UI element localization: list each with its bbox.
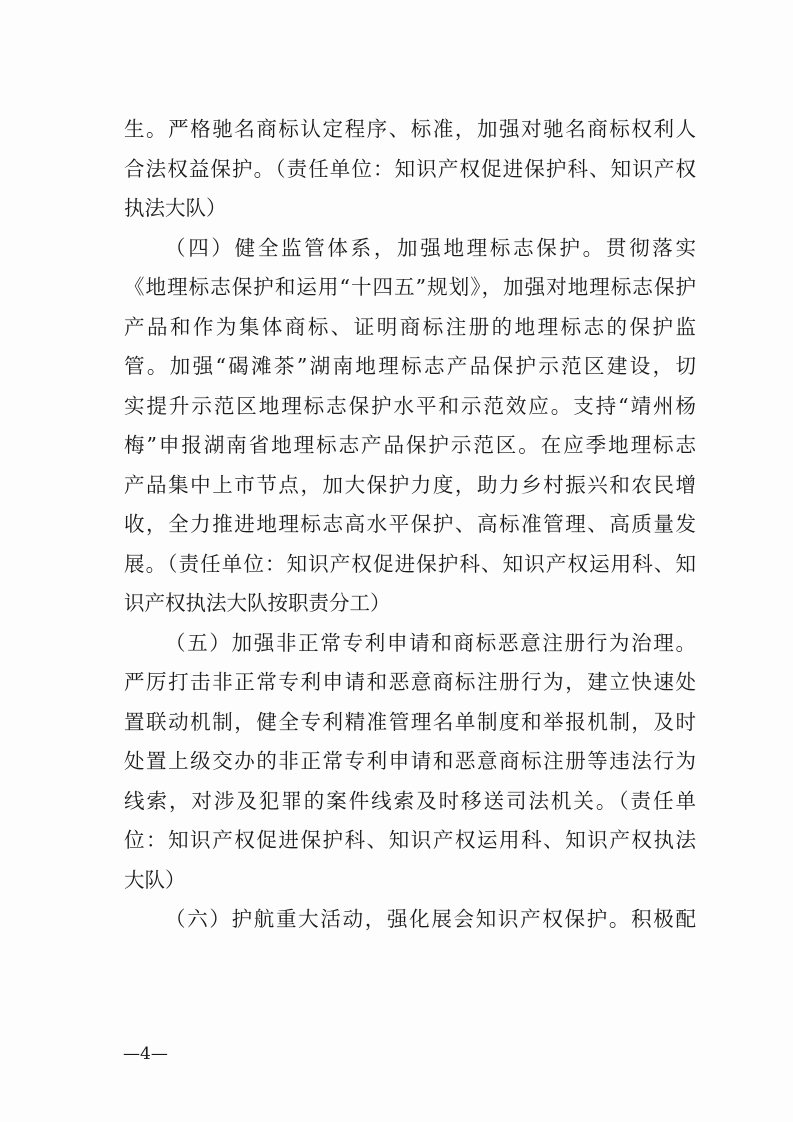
text-line: 生。严格驰名商标认定程序、标准，加强对驰名商标权利人 [124,117,696,141]
text-line: 产品和作为集体商标、证明商标注册的地理标志的保护监 [124,314,696,339]
text-line: 严厉打击非正常专利申请和恶意商标注册行为，建立快速处 [124,670,696,694]
text-line: 执法大队） [124,196,227,220]
text-line: 处置上级交办的非正常专利申请和恶意商标注册等违法行为 [124,749,696,773]
text-line: 大队） [124,867,186,892]
text-line: 实提升示范区地理标志保护水平和示范效应。支持“靖州杨 [124,393,696,418]
text-line: 线索，对涉及犯罪的案件线索及时移送司法机关。（责任单 [124,788,696,813]
text-line: 收，全力推进地理标志高水平保护、高标准管理、高质量发 [124,512,696,536]
text-line: 梅”申报湖南省地理标志产品保护示范区。在应季地理标志 [124,433,696,457]
text-line: 识产权执法大队按职责分工） [124,591,391,615]
text-line: （六）护航重大活动，强化展会知识产权保护。积极配 [165,907,696,931]
body-text [124,110,696,940]
text-line: 置联动机制，健全专利精准管理名单制度和举报机制，及时 [124,709,696,734]
text-line: 管。加强“碣滩茶”湖南地理标志产品保护示范区建设，切 [124,354,696,378]
text-line: 《地理标志保护和运用“十四五”规划》，加强对地理标志保护 [124,275,696,299]
text-line: 位：知识产权促进保护科、知识产权运用科、知识产权执法 [124,828,696,852]
text-line: 产品集中上市节点，加大保护力度，助力乡村振兴和农民增 [124,472,696,497]
text-line: （五）加强非正常专利申请和商标恶意注册行为治理。 [165,630,696,655]
text-line: 展。（责任单位：知识产权促进保护科、知识产权运用科、知 [124,551,696,576]
page-number: —4— [123,1044,168,1064]
text-line: 合法权益保护。（责任单位：知识产权促进保护科、知识产权 [124,156,696,181]
text-line: （四）健全监管体系，加强地理标志保护。贯彻落实 [165,235,696,260]
